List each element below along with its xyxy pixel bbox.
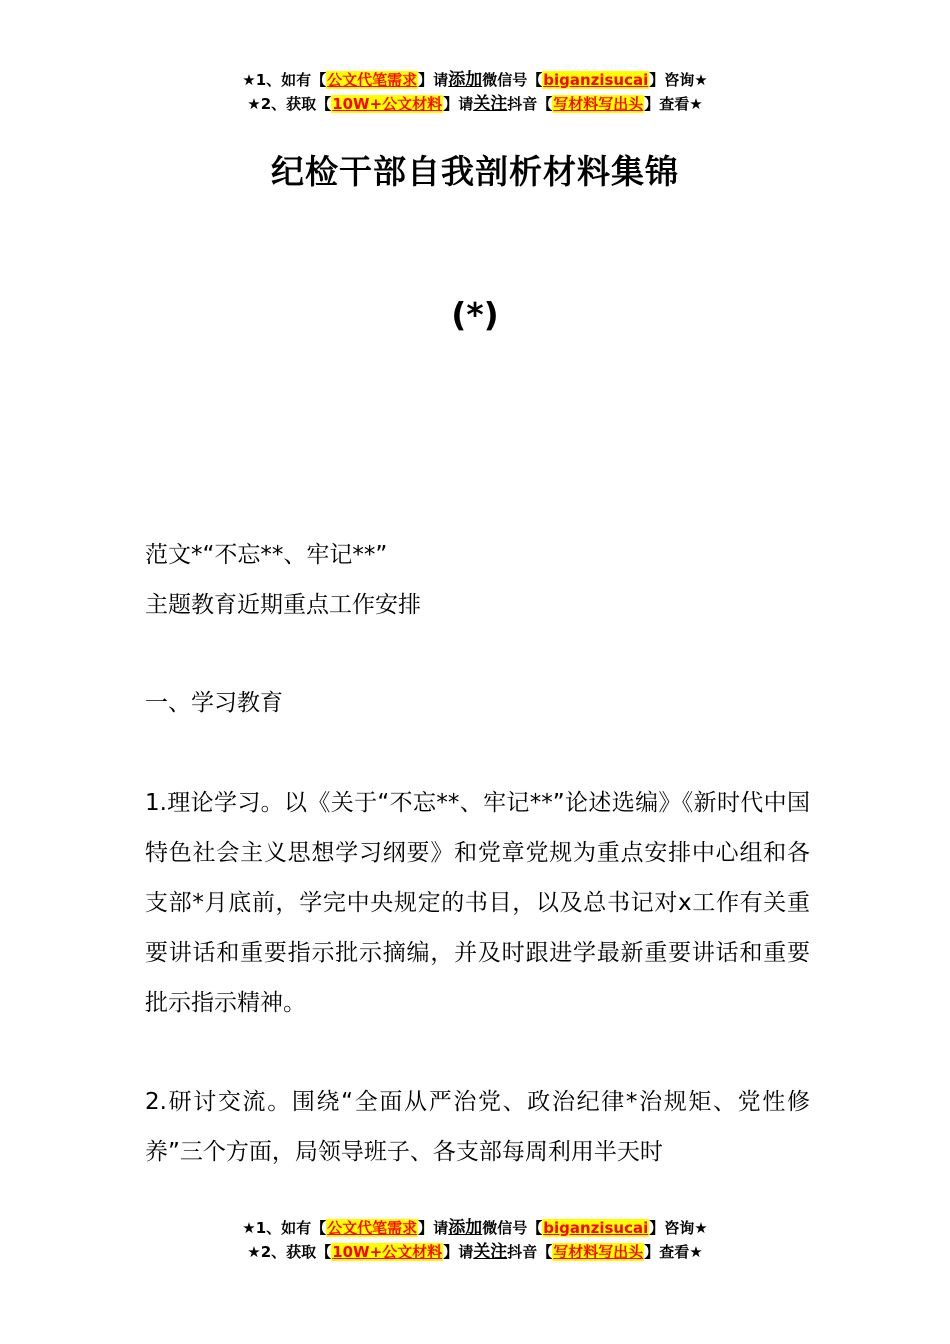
emphasis-add: 添加 [448,1218,483,1238]
highlight-douyin-id: 写材料写出头 [553,1243,644,1261]
banner-line-1: ★1、如有【公文代笔需求】请添加微信号【biganzisucai】咨询★ [242,1218,708,1238]
footer-banner [0,1216,950,1264]
document-title: 纪检干部自我剖析材料集锦 [271,152,679,191]
emphasis-add: 添加 [448,70,483,90]
banner-line-1: ★1、如有【公文代笔需求】请添加微信号【biganzisucai】咨询★ [242,70,708,90]
section-1-heading: 一、学习教育 [145,690,283,716]
banner-line-2: ★2、获取【10W+公文材料】请关注抖音【写材料写出头】查看★ [247,1242,703,1262]
highlight-materials: 10W+公文材料 [332,1243,443,1261]
intro-line-2: 主题教育近期重点工作安排 [145,592,421,618]
paragraph-1: 1.理论学习。以《关于“不忘**、牢记**”论述选编》《新时代中国特色社会主义思想学习纲要》和党章党规为重点安排中心组和各支部*月底前，学完中央规定的书目，以及总书记对x工作有关重要讲话和重要指示批示摘编，并及时跟进学最新重要讲话和重要批示指示精神。 [145,790,810,1016]
highlight-service: 公文代笔需求 [327,1219,418,1237]
paragraph-2: 2.研讨交流。围绕“全面从严治党、政治纪律*治规矩、党性修养”三个方面，局领导班子、各支部每周利用半天时 [145,1089,810,1165]
banner-line-2: ★2、获取【10W+公文材料】请关注抖音【写材料写出头】查看★ [247,94,703,114]
document-subtitle: (*) [451,295,499,334]
section-heading [145,678,810,728]
highlight-materials: 10W+公文材料 [332,95,443,113]
emphasis-follow: 关注 [473,1242,508,1262]
intro-block [145,530,810,630]
emphasis-follow: 关注 [473,94,508,114]
highlight-douyin-id: 写材料写出头 [553,95,644,113]
intro-line-1: 范文*“不忘**、牢记**” [145,542,388,568]
highlight-wechat-id: biganzisucai [543,1219,649,1237]
highlight-service: 公文代笔需求 [327,71,418,89]
header-banner [0,68,950,116]
highlight-wechat-id: biganzisucai [543,71,649,89]
